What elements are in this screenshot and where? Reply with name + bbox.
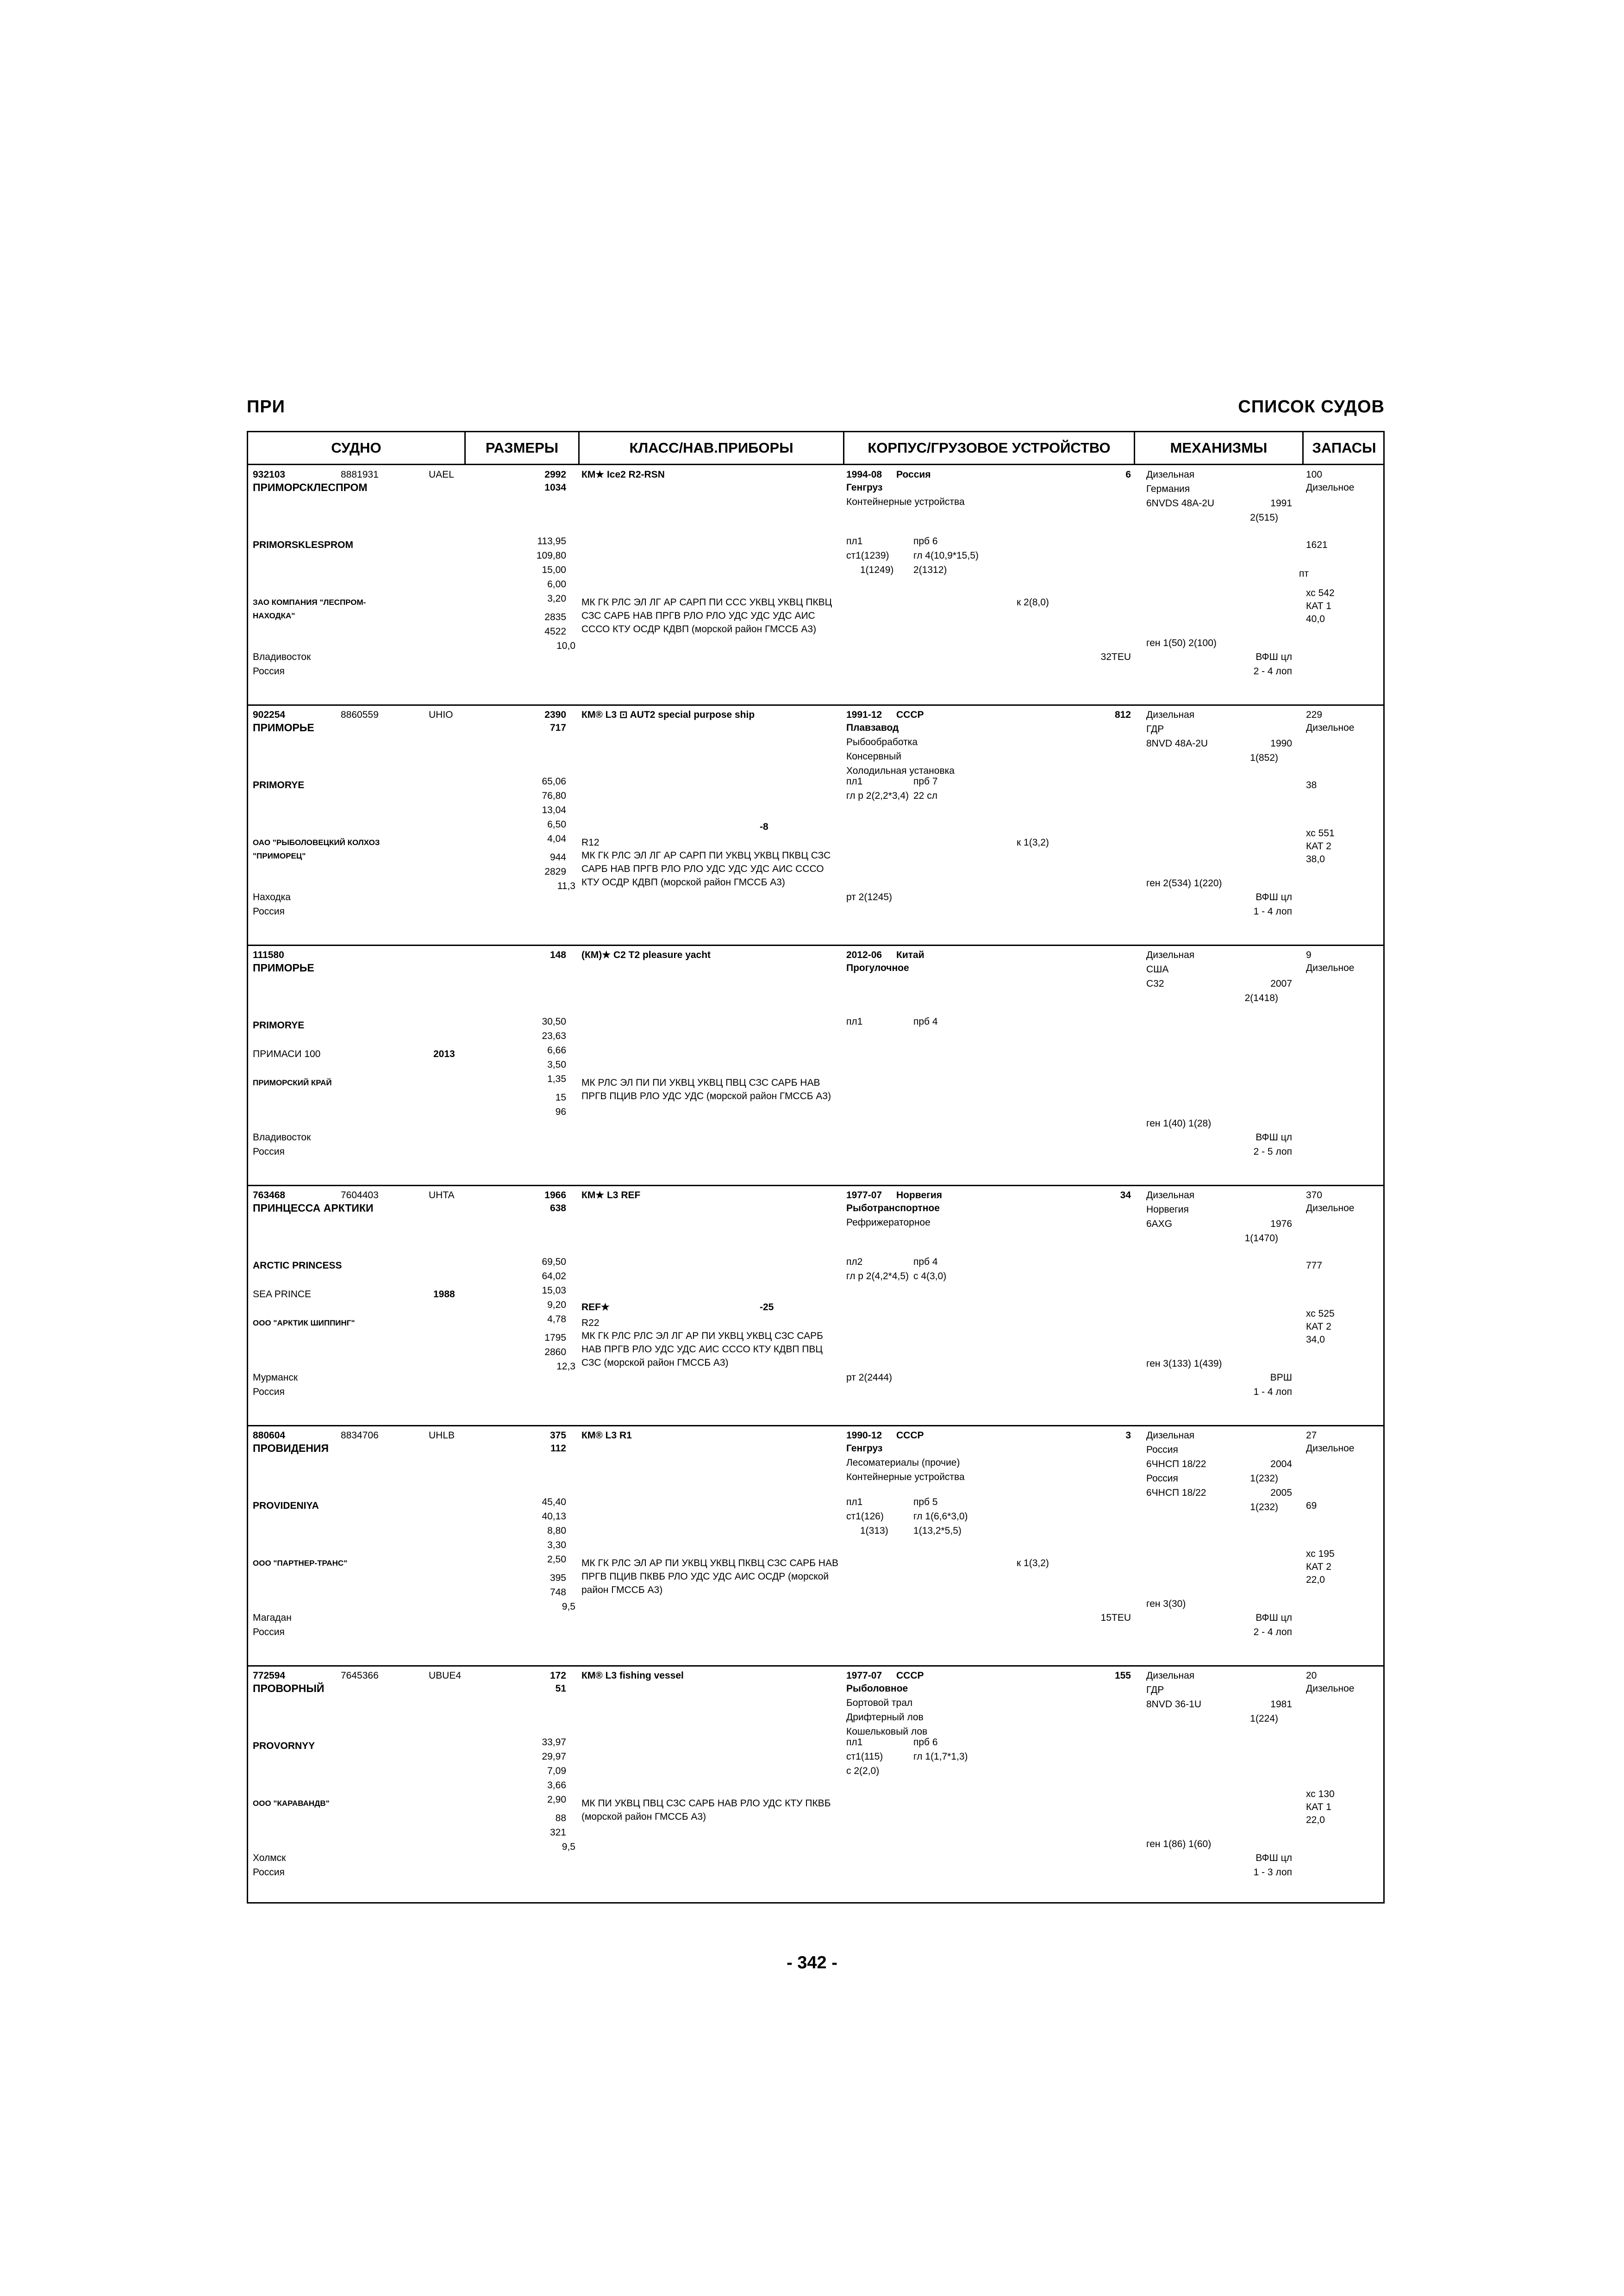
dimension-value: 15,00 (542, 565, 566, 575)
hull-detail: прб 7 (913, 776, 938, 787)
ship-imo: 8881931 (341, 469, 379, 480)
engine-power: 1(1470) (1244, 1233, 1278, 1244)
engine-power: 2(515) (1250, 512, 1278, 523)
page-number: - 342 - (787, 1953, 837, 1972)
col-header-engines: МЕХАНИЗМЫ (1170, 440, 1268, 456)
build-country: СССР (896, 1670, 924, 1681)
ship-type: Бортовой трал (846, 1698, 913, 1708)
ship-type: Рыботранспортное (846, 1203, 940, 1213)
engine-info: ГДР (1146, 1685, 1164, 1695)
dimension-value: 4,04 (547, 834, 566, 844)
hull-detail: гл 1(1,7*1,3) (913, 1751, 968, 1762)
engine-info: Россия (1146, 1473, 1178, 1484)
ship-type: Рефрижераторное (846, 1217, 931, 1228)
dimension-value: 109,80 (536, 550, 566, 561)
ship-former-name: ПРИМАСИ 100 (253, 1049, 321, 1059)
ship-reg-number: 763468 (253, 1190, 286, 1201)
crane-info: к 1(3,2) (1017, 1558, 1049, 1568)
propeller-type: ВФШ цл (1255, 892, 1292, 902)
engine-year: 1981 (1270, 1699, 1292, 1710)
header-right: СПИСОК СУДОВ (1238, 397, 1385, 417)
ship-port: Владивосток (253, 1132, 311, 1143)
propeller-blades: 1 - 3 лоп (1253, 1867, 1292, 1878)
dimension-value: 76,80 (542, 790, 566, 801)
ship-latin-name: PRIMORYE (253, 1020, 305, 1031)
ship-owner: ООО "КАРАВАНДВ" (253, 1799, 330, 1808)
build-date: 1994-08 (846, 469, 882, 480)
deadweight-value: 395 (550, 1573, 566, 1583)
teu-capacity: 15TEU (1100, 1612, 1131, 1623)
ship-latin-name: PROVORNYY (253, 1741, 315, 1751)
ship-reg-number: 772594 (253, 1670, 286, 1681)
class-extra: REF★ (581, 1302, 610, 1313)
dimension-value: 1,35 (547, 1074, 566, 1084)
ship-callsign: UHLB (429, 1430, 455, 1441)
dimension-value: 15,03 (542, 1285, 566, 1296)
stores-value: 229 (1306, 709, 1323, 720)
dimension-value: 7,09 (547, 1766, 566, 1776)
hull-detail: ст1(126) (846, 1511, 884, 1522)
build-country: СССР (896, 709, 924, 720)
hull-detail: пл1 (846, 536, 863, 547)
stores-value: Дизельное (1306, 1443, 1355, 1454)
dimension-value: 40,13 (542, 1511, 566, 1522)
ship-owner: ОАО "РЫБОЛОВЕЦКИЙ КОЛХОЗ "ПРИМОРЕЦ" (253, 838, 380, 860)
ship-name: ПРОВОРНЫЙ (253, 1682, 325, 1694)
build-country: Китай (896, 950, 924, 960)
col-header-class: КЛАСС/НАВ.ПРИБОРЫ (629, 440, 793, 456)
engine-info: США (1146, 964, 1169, 975)
dimension-value: 3,30 (547, 1540, 566, 1550)
col-header-hull: КОРПУС/ГРУЗОВОЕ УСТРОЙСТВО (868, 440, 1111, 456)
dimension-value: 69,50 (542, 1257, 566, 1267)
hull-detail: прб 4 (913, 1016, 938, 1027)
ship-former-year: 2013 (433, 1049, 455, 1059)
engine-info: 8NVD 36-1U (1146, 1699, 1202, 1710)
hull-detail: 2(1312) (913, 565, 947, 575)
deadweight-value: 321 (550, 1827, 566, 1838)
gross-tonnage: 172 (550, 1670, 566, 1681)
ship-reg-number: 902254 (253, 709, 286, 720)
dimension-value: 3,50 (547, 1059, 566, 1070)
hull-detail: 1(1249) (860, 565, 894, 575)
hull-count: 6 (1125, 469, 1131, 480)
dimension-value: 64,02 (542, 1271, 566, 1282)
ship-type: Плавзавод (846, 722, 899, 733)
ship-port: Мурманск (253, 1372, 298, 1383)
propeller-blades: 2 - 5 лоп (1253, 1146, 1292, 1157)
deadweight-value: 2860 (544, 1347, 566, 1357)
propeller-type: ВФШ цл (1255, 1612, 1292, 1623)
ship-former-name: SEA PRINCE (253, 1289, 312, 1300)
ship-name: ПРИНЦЕССА АРКТИКИ (253, 1202, 374, 1214)
gross-tonnage: 375 (550, 1430, 566, 1441)
deadweight-value: 88 (555, 1813, 566, 1823)
hull-detail: пл1 (846, 1016, 863, 1027)
ship-name: ПРОВИДЕНИЯ (253, 1442, 329, 1454)
ship-type: Кошельковый лов (846, 1726, 928, 1737)
dimension-value: 3,66 (547, 1780, 566, 1791)
ship-country: Россия (253, 1867, 285, 1878)
engine-power: 2(1418) (1244, 993, 1278, 1003)
hull-detail: прб 6 (913, 536, 938, 547)
deadweight-value: 2829 (544, 866, 566, 877)
dimension-value: 65,06 (542, 776, 566, 787)
engine-info: Дизельная (1146, 469, 1195, 480)
refrigeration-notation: R22 (581, 1318, 600, 1328)
engine-info: C32 (1146, 978, 1164, 989)
crane-info: к 1(3,2) (1017, 837, 1049, 848)
stores-value: пт (1299, 568, 1309, 579)
dimension-value: 30,50 (542, 1016, 566, 1027)
dimension-value: 2,90 (547, 1794, 566, 1805)
generators: ген 1(86) 1(60) (1146, 1839, 1212, 1849)
row-divider (248, 945, 1383, 946)
ship-country: Россия (253, 1387, 285, 1397)
hull-detail: 22 сл (913, 790, 937, 801)
stores-value: хс 195 (1306, 1549, 1335, 1559)
nav-equipment: МК ГК РЛС ЭЛ ЛГ АР САРП ПИ ССС УКВЦ УКВЦ ПКВЦ СЗС САРБ НАВ ПРГВ РЛО РЛО УДС УДС УДС АИС СССО КТУ ОСДР КДВП (морской район ГМССБ А3) (581, 597, 832, 635)
dimension-value: 13,04 (542, 805, 566, 815)
stores-value: хс 551 (1306, 828, 1335, 839)
hull-detail: пл1 (846, 1497, 863, 1507)
engine-info: 6AXG (1146, 1219, 1173, 1229)
generators: ген 3(133) 1(439) (1146, 1358, 1222, 1369)
hull-detail: пл1 (846, 1737, 863, 1748)
teu-capacity: 32TEU (1100, 652, 1131, 662)
class-extra-value: -25 (760, 1302, 774, 1313)
ship-type: Консервный (846, 751, 901, 762)
deadweight-value: 96 (555, 1107, 566, 1117)
net-tonnage: 51 (555, 1683, 566, 1694)
ship-country: Россия (253, 1627, 285, 1637)
hull-detail: с 2(2,0) (846, 1766, 880, 1776)
deadweight-value: 12,3 (556, 1361, 575, 1372)
stores-value: КАТ 2 (1306, 1562, 1331, 1572)
engine-power: 1(232) (1250, 1473, 1278, 1484)
propeller-blades: 2 - 4 лоп (1253, 666, 1292, 677)
ship-type: Генгруз (846, 1443, 883, 1454)
net-tonnage: 717 (550, 722, 566, 733)
gross-tonnage: 1966 (544, 1190, 566, 1201)
ship-imo: 7604403 (341, 1190, 379, 1201)
ship-reg-number: 111580 (253, 950, 284, 960)
dimension-value: 4,78 (547, 1314, 566, 1325)
engine-power: 1(852) (1250, 753, 1278, 763)
deadweight-value: 11,3 (557, 881, 575, 891)
engine-info: Германия (1146, 484, 1190, 494)
generators: ген 1(50) 2(100) (1146, 638, 1217, 648)
class-notation: (КМ)★ C2 T2 pleasure yacht (581, 950, 711, 960)
propeller-type: ВФШ цл (1255, 652, 1292, 662)
dimension-value: 9,20 (547, 1300, 566, 1310)
hull-detail: гл 4(10,9*15,5) (913, 550, 979, 561)
engine-power-2: 1(232) (1250, 1502, 1278, 1512)
ship-reg-number: 880604 (253, 1430, 286, 1441)
stores-value: 370 (1306, 1190, 1323, 1201)
ship-latin-name: PRIMORYE (253, 780, 305, 790)
stores-value: 34,0 (1306, 1334, 1325, 1345)
ship-type: Холодильная установка (846, 765, 955, 776)
ship-reg-number: 932103 (253, 469, 286, 480)
stores-value: Дизельное (1306, 482, 1355, 493)
build-date: 2012-06 (846, 950, 882, 960)
engine-info: 6ЧНСП 18/22 (1146, 1459, 1206, 1469)
stores-value: хс 525 (1306, 1308, 1335, 1319)
stores-value: 20 (1306, 1670, 1317, 1681)
deadweight-value: 2835 (544, 612, 566, 622)
dimension-value: 6,50 (547, 819, 566, 830)
stores-value: 100 (1306, 469, 1323, 480)
ship-callsign: UHTA (429, 1190, 455, 1201)
nav-equipment: МК ГК РЛС ЭЛ ЛГ АР САРП ПИ УКВЦ УКВЦ ПКВЦ СЗС САРБ НАВ ПРГВ РЛО РЛО УДС УДС УДС АИС СССО КТУ ОСДР КДВП (морской район ГМССБ А3) (581, 850, 831, 888)
stores-value: 38 (1306, 780, 1317, 790)
crane-info: к 2(8,0) (1017, 597, 1049, 608)
dimension-value: 2,50 (547, 1554, 566, 1565)
engine-year: 2004 (1270, 1459, 1292, 1469)
header-left: ПРИ (247, 397, 285, 417)
engine-info: Дизельная (1146, 1670, 1195, 1681)
deadweight-value: 4522 (544, 626, 566, 637)
stores-value: 22,0 (1306, 1574, 1325, 1585)
engine-year: 1976 (1270, 1219, 1292, 1229)
ship-owner: ООО "АРКТИК ШИППИНГ" (253, 1319, 355, 1327)
engine-info: Дизельная (1146, 1430, 1195, 1441)
hull-count: 812 (1114, 709, 1131, 720)
ship-owner: ПРИМОРСКИЙ КРАЙ (253, 1078, 332, 1087)
dimension-value: 29,97 (542, 1751, 566, 1762)
nav-equipment: МК ГК РЛС ЭЛ АР ПИ УКВЦ УКВЦ ПКВЦ СЗС САРБ НАВ ПРГВ ПЦИВ ПКВБ РЛО УДС УДС АИС ОСДР (морской район ГМССБ А3) (581, 1558, 838, 1595)
hull-detail: 1(13,2*5,5) (913, 1525, 962, 1536)
ship-callsign: UAEL (429, 469, 454, 480)
stores-value: Дизельное (1306, 722, 1355, 733)
dimension-value: 23,63 (542, 1031, 566, 1041)
col-header-stores: ЗАПАСЫ (1312, 440, 1376, 456)
propeller-blades: 2 - 4 лоп (1253, 1627, 1292, 1637)
propeller-type: ВФШ цл (1255, 1853, 1292, 1863)
hull-detail: ст1(115) (846, 1751, 883, 1762)
ship-owner: ООО "ПАРТНЕР-ТРАНС" (253, 1559, 348, 1568)
row-divider (248, 1425, 1383, 1426)
ship-type: Рыболовное (846, 1683, 908, 1694)
stores-value: КАТ 1 (1306, 1802, 1331, 1812)
dimension-value: 6,66 (547, 1045, 566, 1056)
ship-callsign: UBUE4 (429, 1670, 462, 1681)
engine-year: 2007 (1270, 978, 1292, 989)
engine-info: Дизельная (1146, 950, 1195, 960)
deadweight-value: 10,0 (556, 641, 575, 651)
hull-detail: гл 1(6,6*3,0) (913, 1511, 968, 1522)
deadweight-value: 9,5 (562, 1601, 575, 1612)
stores-value: 9 (1306, 950, 1312, 960)
gross-tonnage: 2390 (544, 709, 566, 720)
stores-value: Дизельное (1306, 1683, 1355, 1694)
engine-info: Дизельная (1146, 1190, 1195, 1201)
ship-type: Генгруз (846, 482, 883, 493)
dimension-value: 8,80 (547, 1525, 566, 1536)
stores-value: КАТ 1 (1306, 601, 1331, 611)
stores-value: Дизельное (1306, 1203, 1355, 1213)
row-divider (248, 704, 1383, 706)
ship-latin-name: PROVIDENIYA (253, 1500, 319, 1511)
hull-detail: прб 4 (913, 1257, 938, 1267)
ship-callsign: UHIO (429, 709, 453, 720)
deadweight-value: 15 (555, 1092, 566, 1103)
ship-former-year: 1988 (433, 1289, 455, 1300)
engine-info: 6NVDS 48A-2U (1146, 498, 1215, 509)
ship-type: Дрифтерный лов (846, 1712, 924, 1723)
generators: ген 3(30) (1146, 1599, 1186, 1609)
class-notation: КМ® L3 ⊡ AUT2 special purpose ship (581, 709, 755, 720)
build-country: СССР (896, 1430, 924, 1441)
hull-count: 34 (1120, 1190, 1131, 1201)
stores-value: 777 (1306, 1260, 1323, 1271)
generators: ген 1(40) 1(28) (1146, 1118, 1212, 1129)
row-divider (248, 1185, 1383, 1186)
fuel-tanks: рт 2(1245) (846, 892, 893, 902)
hull-detail: ст1(1239) (846, 550, 889, 561)
deadweight-value: 9,5 (562, 1842, 575, 1852)
propeller-type: ВРШ (1270, 1372, 1292, 1383)
row-divider (248, 1665, 1383, 1667)
dimension-value: 6,00 (547, 579, 566, 590)
ship-name: ПРИМОРЬЕ (253, 722, 314, 734)
ship-port: Холмск (253, 1853, 286, 1863)
build-country: Норвегия (896, 1190, 943, 1201)
engine-power: 1(224) (1250, 1713, 1278, 1724)
propeller-blades: 1 - 4 лоп (1253, 1387, 1292, 1397)
deadweight-value: 1795 (544, 1332, 566, 1343)
ship-country: Россия (253, 666, 285, 677)
ship-port: Находка (253, 892, 291, 902)
gross-tonnage: 2992 (544, 469, 566, 480)
stores-value: 38,0 (1306, 854, 1325, 865)
hull-detail: пл2 (846, 1257, 863, 1267)
hull-detail: 1(313) (860, 1525, 888, 1536)
class-notation: КМ★ Ice2 R2-RSN (581, 469, 665, 480)
class-notation: КМ® L3 fishing vessel (581, 1670, 684, 1681)
ship-country: Россия (253, 1146, 285, 1157)
ship-imo: 8834706 (341, 1430, 379, 1441)
stores-value: 1621 (1306, 540, 1328, 550)
col-header-dims: РАЗМЕРЫ (485, 440, 559, 456)
engine-info: Норвегия (1146, 1204, 1189, 1215)
ship-latin-name: PRIMORSKLESPROM (253, 540, 354, 550)
nav-equipment: МК ПИ УКВЦ ПВЦ СЗС САРБ НАВ РЛО УДС КТУ ПКВБ (морской район ГМССБ А3) (581, 1798, 831, 1822)
stores-value: Дизельное (1306, 963, 1355, 973)
col-header-ship: СУДНО (331, 440, 381, 456)
propeller-type: ВФШ цл (1255, 1132, 1292, 1143)
ship-type: Контейнерные устройства (846, 497, 965, 507)
ship-name: ПРИМОРЬЕ (253, 962, 314, 974)
hull-detail: гл р 2(4,2*4,5) (846, 1271, 909, 1282)
stores-value: 22,0 (1306, 1815, 1325, 1825)
ship-imo: 7645366 (341, 1670, 379, 1681)
net-tonnage: 1034 (544, 482, 566, 493)
stores-value: 40,0 (1306, 614, 1325, 624)
engine-year-2: 2005 (1270, 1487, 1292, 1498)
engine-info: Дизельная (1146, 709, 1195, 720)
refrigeration-notation: R12 (581, 837, 600, 848)
propeller-blades: 1 - 4 лоп (1253, 906, 1292, 917)
ships-table (247, 431, 1385, 1904)
hull-detail: пл1 (846, 776, 863, 787)
hull-detail: с 4(3,0) (913, 1271, 947, 1282)
hull-count: 155 (1114, 1670, 1131, 1681)
ship-type: Рыбообработка (846, 737, 918, 747)
engine-year: 1991 (1270, 498, 1292, 509)
engine-info: 6ЧНСП 18/22 (1146, 1487, 1206, 1498)
net-tonnage: 112 (550, 1443, 566, 1454)
class-notation: КМ® L3 R1 (581, 1430, 632, 1441)
ship-port: Магадан (253, 1612, 292, 1623)
build-date: 1991-12 (846, 709, 882, 720)
engine-info: ГДР (1146, 724, 1164, 734)
ship-country: Россия (253, 906, 285, 917)
dimension-value: 113,95 (537, 536, 566, 547)
build-date: 1977-07 (846, 1190, 882, 1201)
gross-tonnage: 148 (550, 950, 566, 960)
stores-value: КАТ 2 (1306, 1321, 1331, 1332)
ship-type: Прогулочное (846, 963, 909, 973)
engine-info: 8NVD 48A-2U (1146, 738, 1208, 749)
class-notation: КМ★ L3 REF (581, 1190, 641, 1201)
class-extra-value: -8 (760, 821, 768, 832)
stores-value: хс 542 (1306, 588, 1335, 598)
ship-type: Лесоматериалы (прочие) (846, 1457, 960, 1468)
stores-value: КАТ 2 (1306, 841, 1331, 852)
deadweight-value: 944 (550, 852, 566, 863)
ship-name: ПРИМОРСКЛЕСПРОМ (253, 481, 368, 493)
hull-detail: прб 6 (913, 1737, 938, 1748)
build-country: Россия (896, 469, 931, 480)
generators: ген 2(534) 1(220) (1146, 878, 1222, 889)
net-tonnage: 638 (550, 1203, 566, 1213)
ship-owner: ЗАО КОМПАНИЯ "ЛЕСПРОМ-НАХОДКА" (253, 598, 366, 620)
fuel-tanks: рт 2(2444) (846, 1372, 893, 1383)
build-date: 1977-07 (846, 1670, 882, 1681)
deadweight-value: 748 (550, 1587, 566, 1598)
ship-imo: 8860559 (341, 709, 379, 720)
engine-year: 1990 (1270, 738, 1292, 749)
ship-type: Контейнерные устройства (846, 1472, 965, 1482)
nav-equipment: МК ГК РЛС РЛС ЭЛ ЛГ АР ПИ УКВЦ УКВЦ СЗС САРБ НАВ ПРГВ РЛО УДС УДС АИС СССО КТУ КДВП ПВЦ СЗС (морской район ГМССБ А3) (581, 1331, 823, 1368)
hull-count: 3 (1125, 1430, 1131, 1441)
ship-latin-name: ARCTIC PRINCESS (253, 1260, 342, 1271)
build-date: 1990-12 (846, 1430, 882, 1441)
hull-detail: гл р 2(2,2*3,4) (846, 790, 909, 801)
nav-equipment: МК РЛС ЭЛ ПИ ПИ УКВЦ УКВЦ ПВЦ СЗС САРБ НАВ ПРГВ ПЦИВ РЛО УДС УДС (морской район ГМССБ А3) (581, 1077, 831, 1101)
stores-value: 69 (1306, 1500, 1317, 1511)
dimension-value: 3,20 (547, 593, 566, 604)
dimension-value: 45,40 (542, 1497, 566, 1507)
hull-detail: прб 5 (913, 1497, 938, 1507)
engine-info: Россия (1146, 1444, 1178, 1455)
stores-value: хс 130 (1306, 1789, 1335, 1799)
stores-value: 27 (1306, 1430, 1317, 1441)
dimension-value: 33,97 (542, 1737, 566, 1748)
ship-port: Владивосток (253, 652, 311, 662)
